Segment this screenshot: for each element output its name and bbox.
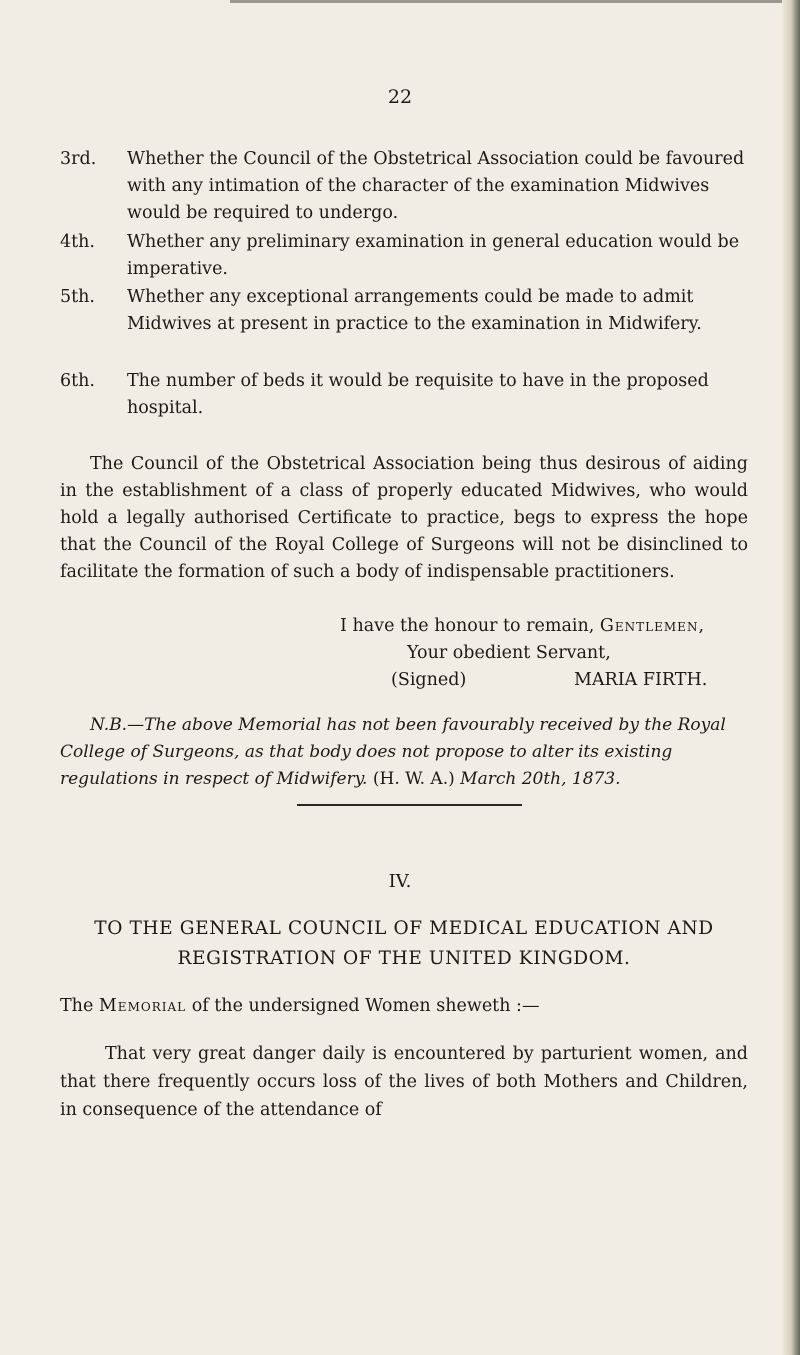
list-item [60,146,748,227]
signed-label: (Signed) [391,670,467,690]
closing-text: I have the honour to remain, [340,616,595,636]
memorial-body: That very great danger daily is encountered by parturient women, and that there frequently occurs loss of the lives of both Mothers and Children, in consequence of the attendance of [60,1044,748,1120]
item-text: The number of beds it would be requisite to have in the proposed hospital. [127,371,709,418]
section-number: IV. [388,871,412,892]
item-number: 3rd. [60,149,97,169]
closing-line-2: Your obedient Servant, [407,643,611,663]
closing-line-1 [340,613,705,640]
memorial-intro-post: of the undersigned Women sheweth :— [191,996,540,1016]
item-text: Whether the Council of the Obstetrical Association could be favoured with any intimation of the character of the examination Midwives would be required to undergo. [127,149,745,223]
footnote [60,712,748,793]
page-number: 22 [387,86,413,108]
memorial-intro-pre: The [60,996,94,1016]
salutation: Gentlemen, [599,616,706,636]
list-item [60,368,748,422]
item-text: Whether any preliminary examination in general education would be imperative. [127,232,740,279]
body-paragraph: The Council of the Obstetrical Association being thus desirous of aiding in the establishment of a class of properly educated Midwives, who would hold a legally authorised Certificate to practice, begs to express the hope that the Council of the Royal College of Surgeons will not be disinclined to facilitate the formation of such a body of indispensable practitioners. [60,454,748,582]
item-text: Whether any exceptional arrangements could be made to admit Midwives at present in practice to the examination in Midwifery. [127,287,702,334]
page-right-edge [782,0,800,1355]
note-initials: (H. W. A.) [372,769,455,789]
note-text: —The above Memorial has not been favourably received by the Royal College of Surgeons, as that body does not propose to alter its existing regulations in respect of Midwifery. [60,715,726,789]
section-divider [297,804,522,806]
signatory-name: MARIA FIRTH. [574,670,708,690]
section-heading-line-2: REGISTRATION OF THE UNITED KINGDOM. [177,948,631,969]
memorial-intro [60,993,539,1020]
list-item [60,284,748,338]
item-number: 5th. [60,287,95,307]
section-heading-line-1: TO THE GENERAL COUNCIL OF MEDICAL EDUCATION AND [94,918,714,939]
page-top-edge [230,0,800,3]
list-item [60,229,748,283]
note-prefix: N.B. [90,715,128,735]
memorial-word: Memorial [98,996,187,1016]
item-number: 6th. [60,371,95,391]
item-number: 4th. [60,232,95,252]
note-date: March 20th, 1873. [460,769,621,789]
